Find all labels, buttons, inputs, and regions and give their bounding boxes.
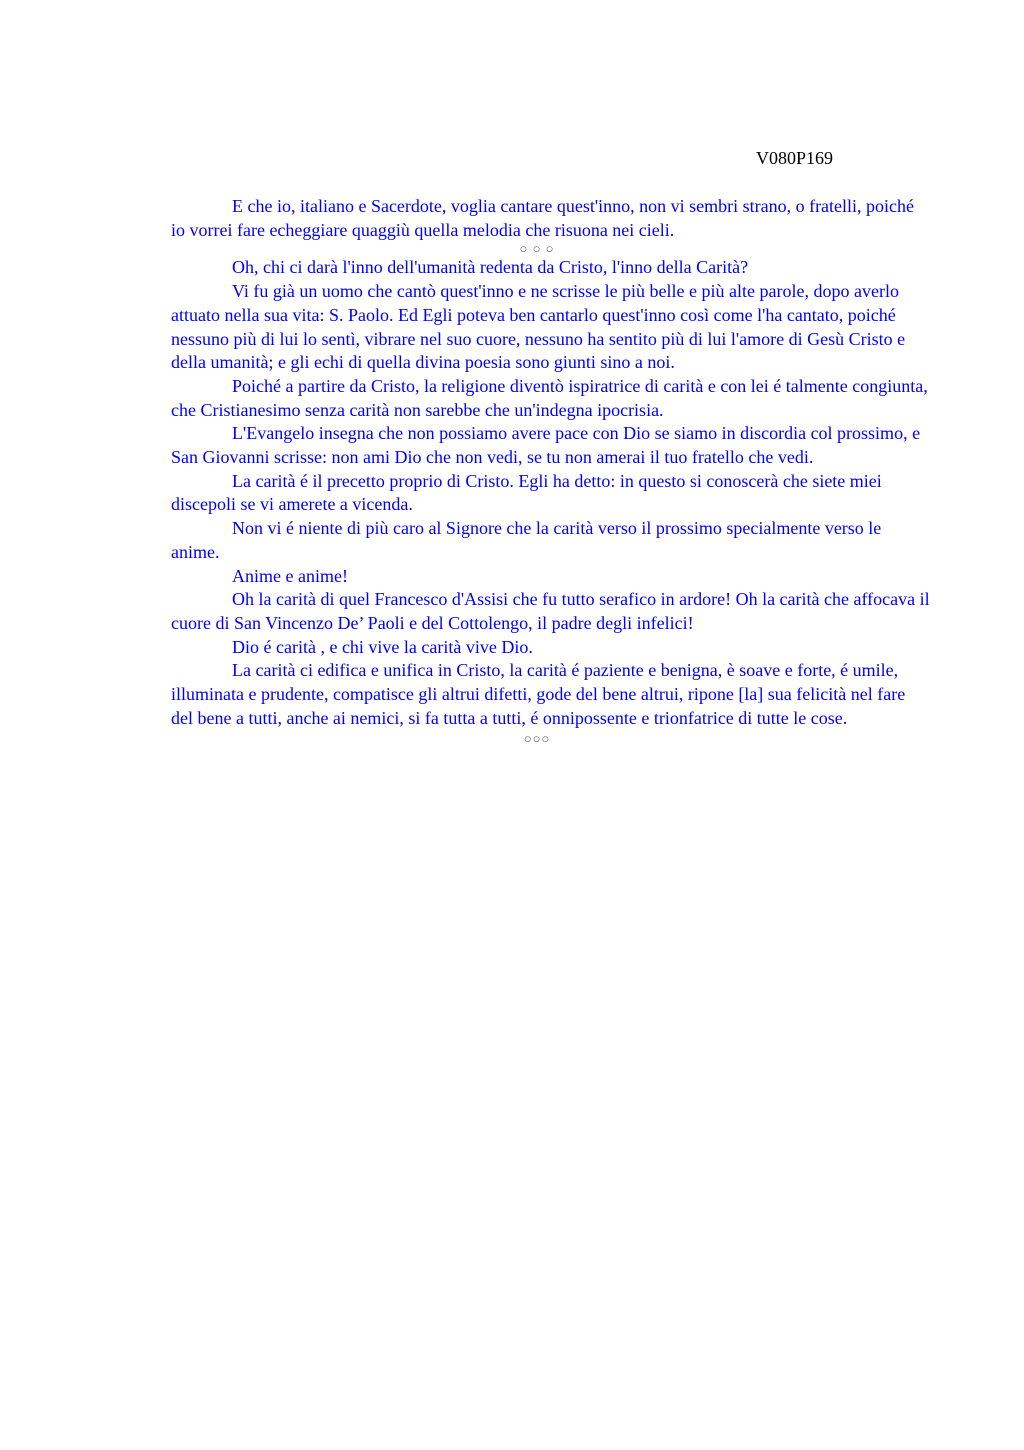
end-separator: ○○○ xyxy=(523,731,551,747)
document-body xyxy=(171,195,931,746)
paragraph: Oh, chi ci darà l'inno dell'umanità redenta da Cristo, l'inno della Carità? xyxy=(232,257,749,278)
paragraph: Non vi é niente di più caro al Signore che la carità verso il prossimo specialmente verso le anime. xyxy=(171,518,882,562)
section-separator: ○ ○ ○ xyxy=(519,241,555,257)
paragraph: Oh la carità di quel Francesco d'Assisi che fu tutto serafico in ardore! Oh la carità che affocava il cuore di San Vincenzo De’ Paoli e del Cottolengo, il padre degli infelici! xyxy=(171,589,930,633)
paragraph: Dio é carità , e chi vive la carità vive Dio. xyxy=(232,636,533,657)
paragraph: Poiché a partire da Cristo, la religione diventò ispiratrice di carità e con lei é talmente congiunta, che Cristianesimo senza carità non sarebbe che un'indegna ipocrisia. xyxy=(171,375,928,420)
paragraph: La carità ci edifica e unifica in Cristo, la carità é paziente e benigna, è soave e forte, é umile, illuminata e prudente, compatisce gli altrui difetti, gode del bene altrui, ripone [la] sua felicità nel fare del bene a tutti, anche ai nemici, si fa tutta a tutti, é onnipossente e trionfatrice di tutte le cose. xyxy=(171,660,906,728)
paragraph: E che io, italiano e Sacerdote, voglia cantare quest'inno, non vi sembri strano, o fratelli, poiché io vorrei fare echeggiare quaggiù quella melodia che risuona nei cieli. xyxy=(171,196,915,240)
paragraph: La carità é il precetto proprio di Cristo. Egli ha detto: in questo si conoscerà che siete miei discepoli se vi amerete a vicenda. xyxy=(171,470,882,515)
paragraph: L'Evangelo insegna che non possiamo avere pace con Dio se siamo in discordia col prossimo, e San Giovanni scrisse: non ami Dio che non vedi, se tu non amerai il tuo fratello che vedi. xyxy=(171,423,921,468)
paragraph: Anime e anime! xyxy=(232,565,348,586)
paragraph: Vi fu già un uomo che cantò quest'inno e ne scrisse le più belle e più alte parole, dopo averlo attuato nella sua vita: S. Paolo. Ed Egli poteva ben cantarlo quest'inno così come l'ha cantato, poiché nessuno più di lui lo sentì, vibrare nel suo cuore, nessuno ha sentito più di lui l'amore di Gesù Cristo e della umanità; e gli echi di quella divina poesia sono giunti sino a noi. xyxy=(171,281,906,373)
document-code: V080P169 xyxy=(756,148,834,168)
